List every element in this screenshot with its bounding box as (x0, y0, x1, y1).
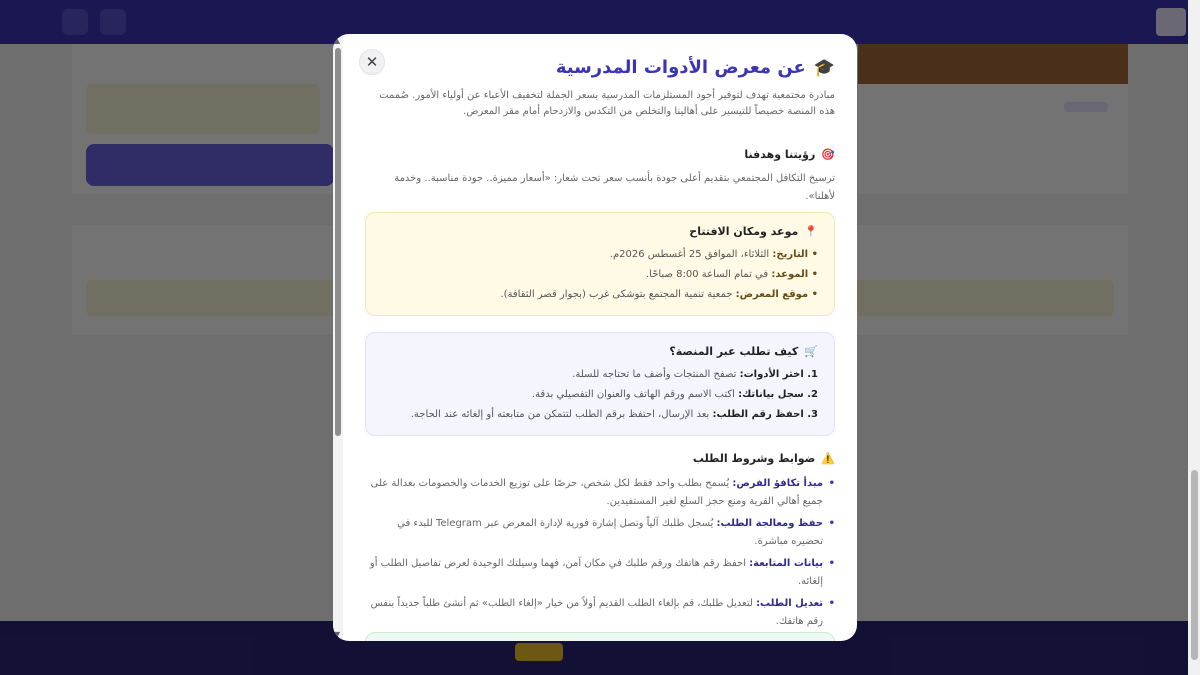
graduation-cap-icon: 🎓 (813, 57, 835, 78)
list-item: • مبدأ تكافؤ الفرص: يُسمح بطلب واحد فقط لكل شخص، حرصًا على توزيع الخدمات والخصومات بعدالة على جميع أهالي القرية ومنع حجز السلع لغير المستفيدين. (365, 475, 835, 511)
next-section-box (365, 632, 835, 641)
list-item: • حفظ ومعالجة الطلب: يُسجل طلبك آلياً وتصل إشارة فورية لإدارة المعرض عبر Telegram للبدء في تحضيره مباشرة. (365, 515, 835, 551)
scroll-up-arrow-icon[interactable]: ▲ (334, 36, 341, 45)
pin-icon: 📍 (804, 225, 818, 238)
warning-icon: ⚠️ (821, 452, 835, 465)
modal-header (556, 57, 835, 78)
vision-section (365, 148, 835, 206)
modal-scrollbar-thumb[interactable] (335, 48, 341, 436)
opening-section (365, 212, 835, 316)
modal-scrollbar[interactable] (333, 34, 343, 641)
intro-text: مبادرة مجتمعية تهدف لتوفير أجود المستلزمات المدرسية بسعر الجملة لتخفيف الأعباء عن أولياء الأمور. صُممت هذه المنصة خصيصاً للتيسير على أهالينا والتخلص من التكدس والازدحام أمام مقر المعرض. (379, 90, 835, 117)
page-scrollbar-thumb[interactable] (1191, 470, 1198, 660)
modal-title: عن معرض الأدوات المدرسية (555, 57, 806, 78)
list-item: • الموعد: في تمام الساعة 8:00 صباحًا. (645, 269, 818, 280)
list-item: • موقع المعرض: جمعية تنمية المجتمع بتوشكى غرب (بجوار قصر الثقافة). (500, 289, 818, 300)
opening-heading: موعد ومكان الافتتاح (689, 225, 799, 238)
target-icon: 🎯 (821, 148, 835, 161)
vision-heading: رؤيتنا وهدفنا (744, 148, 816, 161)
list-item: 1. اختر الأدوات: تصفح المنتجات وأضف ما تحتاجه للسلة. (572, 369, 818, 380)
list-item: 2. سجل بياناتك: اكتب الاسم ورقم الهاتف والعنوان التفصيلي بدقة. (531, 389, 818, 400)
howto-heading: كيف تطلب عبر المنصة؟ (669, 345, 799, 358)
list-item: • بيانات المتابعة: احفظ رقم هاتفك ورقم طلبك في مكان آمن، فهما وسيلتك الوحيدة لعرض تفاصيل الطلب أو إلغائه. (365, 555, 835, 591)
vision-text: ترسيخ التكافل المجتمعي بتقديم أعلى جودة بأنسب سعر تحت شعار: «أسعار مميزة.. جودة مناسبة.. وخدمة لأهلنا». (394, 173, 835, 202)
howto-section (365, 332, 835, 436)
rules-section (365, 452, 835, 635)
list-item: 3. احفظ رقم الطلب: بعد الإرسال، احتفظ برقم الطلب لتتمكن من متابعته أو إلغائه عند الحاجة. (410, 409, 818, 420)
rules-heading: ضوابط وشروط الطلب (692, 452, 816, 465)
close-button[interactable]: ✕ (359, 49, 385, 75)
list-item: • تعديل الطلب: لتعديل طلبك، قم بإلغاء الطلب القديم أولاً من خيار «إلغاء الطلب» ثم أنشئ طلباً جديداً بنفس رقم هاتفك. (365, 595, 835, 631)
scroll-down-arrow-icon[interactable]: ▼ (334, 630, 341, 639)
about-modal (333, 34, 857, 641)
list-item: • التاريخ: الثلاثاء، الموافق 25 أغسطس 2026م. (609, 249, 818, 260)
cart-icon: 🛒 (804, 345, 818, 358)
page-scrollbar[interactable] (1188, 0, 1200, 675)
